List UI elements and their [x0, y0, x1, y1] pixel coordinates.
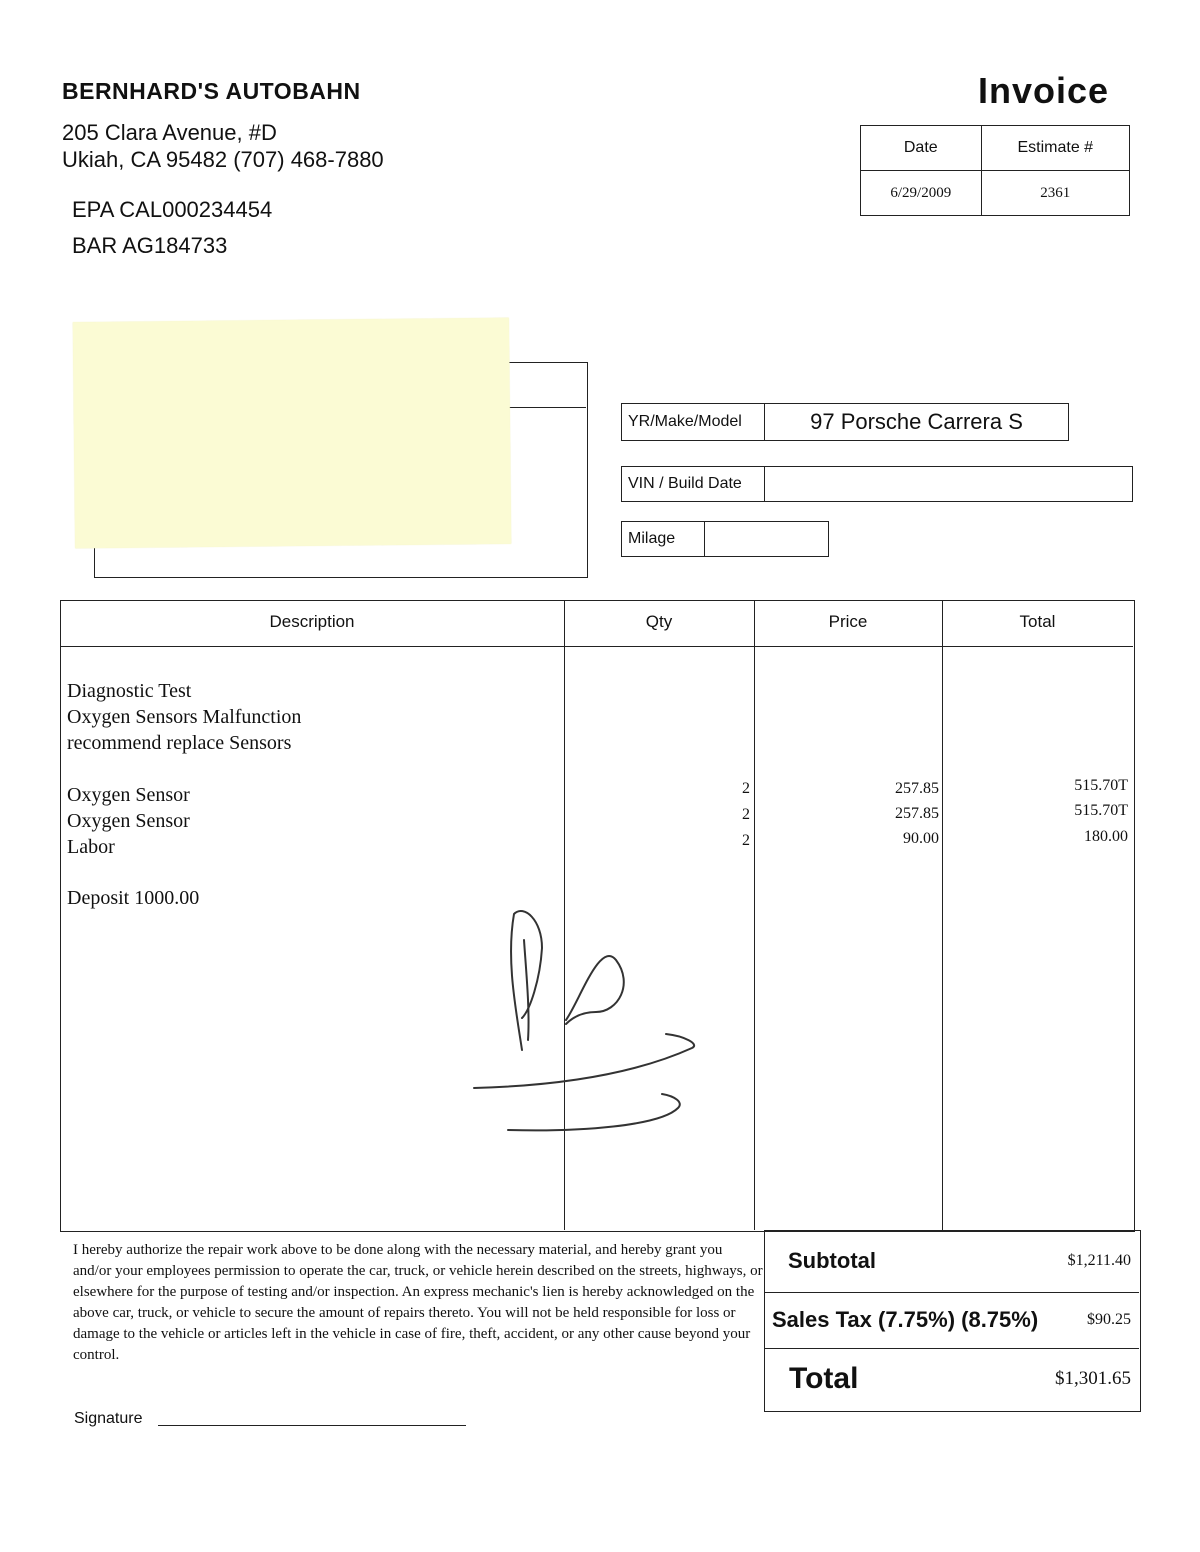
item-price: 90.00: [903, 830, 939, 847]
vehicle-model-label: YR/Make/Model: [622, 404, 765, 440]
deposit-note: Deposit 1000.00: [67, 887, 200, 909]
redaction-sticky-note: [73, 318, 511, 549]
epa-number: EPA CAL000234454: [72, 197, 273, 222]
item-qty: 2: [742, 832, 750, 849]
vin-label: VIN / Build Date: [622, 467, 765, 501]
item-total: 180.00: [1084, 828, 1128, 845]
grand-total-label: Total: [789, 1362, 859, 1395]
item-total: 515.70T: [1074, 777, 1128, 794]
handwritten-signature: [470, 900, 710, 1140]
diagnostic-note: Oxygen Sensors Malfunction: [67, 706, 302, 728]
price-column-header: Price: [828, 612, 868, 631]
mileage-label: Milage: [622, 522, 705, 556]
sales-tax-row: [764, 1292, 1139, 1348]
column-divider: [754, 600, 755, 1230]
item-price: 257.85: [895, 805, 939, 822]
authorization-terms: I hereby authorize the repair work above to be done along with the necessary material, and hereby grant you and/or your employees permission to operate the car, truck, or vehicle herein described on the streets, highways, or elsewhere for the purpose of testing and/or inspection. An express mechanic's lien is hereby acknowledged on the above car, truck, or vehicle to secure the amount of repairs thereto. You will not be held responsible for loss or damage to the vehicle or articles left in the vehicle in case of fire, theft, accident, or any other cause beyond your control.: [73, 1242, 763, 1363]
bar-number: BAR AG184733: [72, 233, 228, 258]
date-estimate-table: [860, 125, 1130, 216]
vin-value: [765, 467, 1132, 501]
invoice-title: Invoice: [978, 70, 1110, 111]
company-address-line2: Ukiah, CA 95482 (707) 468-7880: [62, 147, 384, 172]
item-description: Labor: [67, 836, 115, 858]
description-column-header: Description: [269, 612, 355, 631]
sales-tax-label: Sales Tax (7.75%) (8.75%): [772, 1307, 1039, 1332]
mileage-box: [621, 521, 829, 557]
column-divider: [942, 600, 943, 1230]
header-divider: [60, 646, 1133, 647]
company-address-line1: 205 Clara Avenue, #D: [62, 120, 277, 145]
subtotal-value: $1,211.40: [1067, 1252, 1131, 1269]
mileage-value: [705, 522, 828, 556]
subtotal-label: Subtotal: [788, 1248, 876, 1273]
item-qty: 2: [742, 806, 750, 823]
subtotal-row: [764, 1230, 1139, 1292]
estimate-value: 2361: [981, 171, 1129, 216]
diagnostic-note: recommend replace Sensors: [67, 732, 292, 754]
estimate-header: Estimate #: [981, 126, 1129, 171]
company-name: BERNHARD'S AUTOBAHN: [62, 78, 361, 104]
qty-column-header: Qty: [645, 612, 673, 631]
diagnostic-note: Diagnostic Test: [67, 680, 192, 702]
total-column-header: Total: [1019, 612, 1056, 631]
signature-label: Signature: [74, 1410, 143, 1427]
signature-line: [158, 1425, 466, 1426]
grand-total-row: [764, 1348, 1139, 1410]
date-value: 6/29/2009: [861, 171, 982, 216]
vehicle-model-box: [621, 403, 1069, 441]
sales-tax-value: $90.25: [1087, 1311, 1131, 1328]
item-qty: 2: [742, 780, 750, 797]
item-description: Oxygen Sensor: [67, 784, 190, 806]
vehicle-model-value: 97 Porsche Carrera S: [810, 409, 1023, 434]
item-description: Oxygen Sensor: [67, 810, 190, 832]
date-header: Date: [861, 126, 982, 171]
vin-box: [621, 466, 1133, 502]
item-price: 257.85: [895, 780, 939, 797]
grand-total-value: $1,301.65: [1055, 1368, 1131, 1389]
item-total: 515.70T: [1074, 802, 1128, 819]
